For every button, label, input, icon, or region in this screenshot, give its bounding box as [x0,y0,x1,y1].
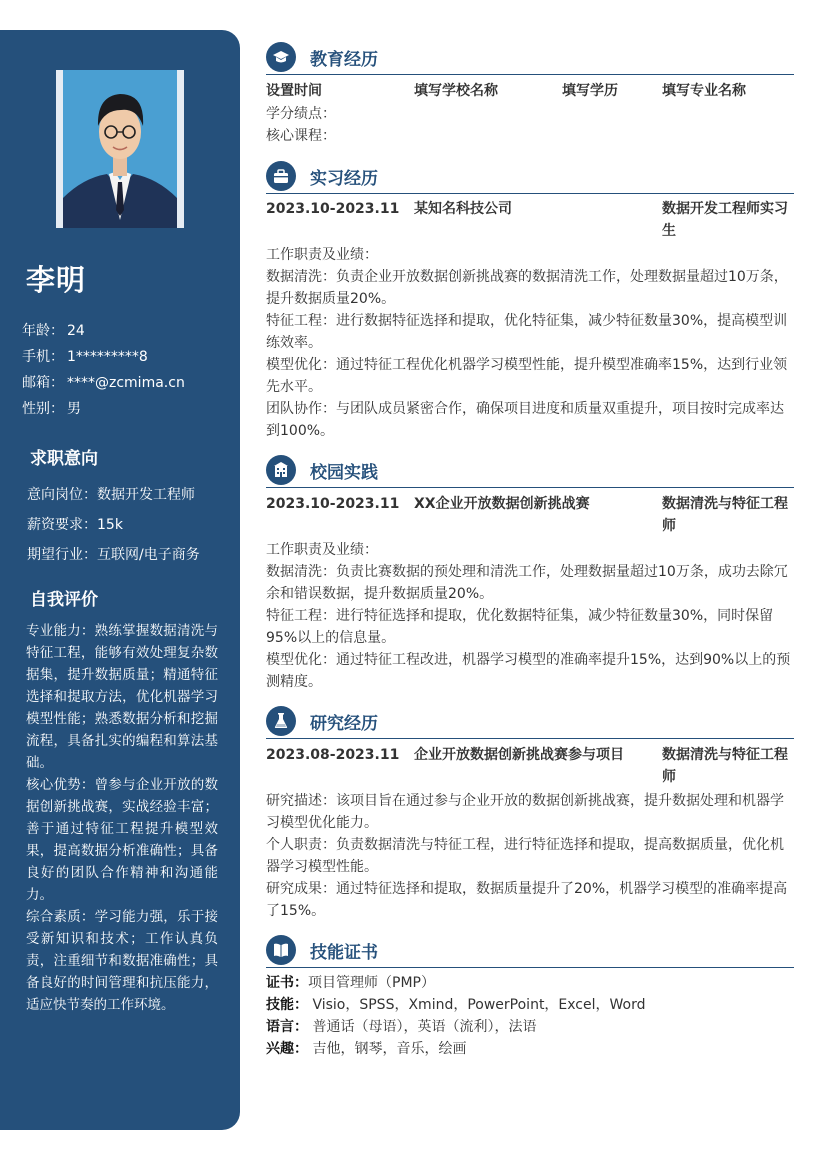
education-section-header [266,42,794,75]
campus-line: 模型优化：通过特征工程改进，机器学习模型的准确率提升15%，达到90%以上的预测精度。 [266,652,791,690]
intent-value: 数据开发工程师 [97,487,195,503]
skill-label: 语言： [266,1019,308,1035]
intent-label: 期望行业： [27,547,97,563]
self-eval-paragraph: 核心优势：曾参与企业开放的数据创新挑战赛，实战经验丰富；善于通过特征工程提升模型效果，提高数据分析准确性；具备良好的团队合作精神和沟通能力。 [26,777,218,903]
research-role: 数据清洗与特征工程师 [662,747,788,785]
skill-label: 技能： [266,997,308,1013]
education-time: 设置时间 [266,83,322,99]
intent-position [27,480,200,510]
internship-time: 2023.10-2023.11 [266,201,400,217]
internship-row [266,198,794,242]
research-time: 2023.08-2023.11 [266,747,400,763]
skill-value: 吉他，钢琴，音乐，绘画 [308,1041,467,1057]
research-line: 个人职责：负责数据清洗与特征工程，进行特征选择和提取，提高数据质量，优化机器学习模型性能。 [266,837,784,875]
campus-row [266,493,794,537]
education-details [266,103,794,147]
campus-organization: XX企业开放数据创新挑战赛 [414,496,590,512]
research-line: 研究成果：通过特征选择和提取，数据质量提升了20%，机器学习模型的准确率提高了15%。 [266,881,788,919]
portrait-image [63,70,177,228]
info-value: 1*********8 [67,349,148,365]
info-gender [22,396,185,422]
info-value: 24 [67,323,85,339]
research-row [266,744,794,788]
intent-label: 意向岗位： [27,487,97,503]
intent-heading: 求职意向 [30,449,98,469]
education-degree: 填写学历 [562,83,618,99]
research-details [266,790,794,922]
skills-details [266,972,794,1060]
education-title: 教育经历 [310,50,378,70]
profile-photo [56,70,184,228]
info-label: 性别： [22,401,64,417]
campus-line: 数据清洗：负责比赛数据的预处理和清洗工作，处理数据量超过10万条，成功去除冗余和错误数据，提升数据质量20%。 [266,564,788,602]
campus-role: 数据清洗与特征工程师 [662,496,788,534]
info-label: 年龄： [22,323,64,339]
sidebar [0,30,240,1130]
skill-row-hobbies [266,1038,794,1060]
courses-label: 核心课程： [266,128,336,144]
intent-salary [27,510,200,540]
intent-value: 15k [97,517,123,533]
gpa-label: 学分绩点： [266,106,336,122]
skill-value: 项目管理师（PMP） [308,975,435,991]
campus-line: 特征工程：进行特征选择和提取，优化数据特征集，减少特征数量30%，同时保留95%以上的信息量。 [266,608,774,646]
self-eval-paragraph: 综合素质：学习能力强，乐于接受新知识和技术；工作认真负责，注重细节和数据准确性；具备良好的时间管理和抗压能力，适应快节奏的工作环境。 [26,909,218,1013]
campus-time: 2023.10-2023.11 [266,496,400,512]
skill-row-language [266,1016,794,1038]
info-value: ****@zcmima.cn [67,375,185,391]
contact-info [22,318,185,422]
internship-line: 工作职责及业绩： [266,247,378,263]
research-line: 研究描述：该项目旨在通过参与企业开放的数据创新挑战赛，提升数据处理和机器学习模型优化能力。 [266,793,784,831]
education-row [266,80,794,102]
info-age [22,318,185,344]
building-icon [266,455,296,485]
campus-title: 校园实践 [310,463,378,483]
internship-details [266,244,794,442]
research-title: 研究经历 [310,714,378,734]
internship-company: 某知名科技公司 [414,201,512,217]
skill-row-certificate [266,972,794,994]
education-school: 填写学校名称 [414,83,498,99]
briefcase-icon [266,161,296,191]
internship-line: 模型优化：通过特征工程优化机器学习模型性能，提升模型准确率15%，达到行业领先水平。 [266,357,788,395]
person-name: 李明 [26,263,87,297]
internship-title: 实习经历 [310,169,378,189]
intent-industry [27,540,200,570]
internship-line: 团队协作：与团队成员紧密合作，确保项目进度和质量双重提升，项目按时完成率达到100%。 [266,401,784,439]
campus-line: 工作职责及业绩： [266,542,378,558]
internship-line: 特征工程：进行数据特征选择和提取，优化特征集，减少特征数量30%，提高模型训练效率。 [266,313,788,351]
info-value: 男 [67,401,81,417]
skill-label: 证书： [266,975,308,991]
info-email [22,370,185,396]
flask-icon [266,706,296,736]
skill-value: 普通话（母语），英语（流利），法语 [308,1019,537,1035]
skill-value: Visio，SPSS，Xmind，PowerPoint，Excel，Word [308,997,646,1013]
intent-value: 互联网/电子商务 [97,547,200,563]
internship-role: 数据开发工程师实习生 [662,201,788,239]
graduation-cap-icon [266,42,296,72]
self-eval-text [26,620,218,1016]
self-eval-heading: 自我评价 [30,590,98,610]
info-label: 邮箱： [22,375,64,391]
intent-label: 薪资要求： [27,517,97,533]
info-phone [22,344,185,370]
research-section-header [266,706,794,739]
self-eval-paragraph: 专业能力：熟练掌握数据清洗与特征工程，能够有效处理复杂数据集，提升数据质量；精通特征选择和提取方法，优化机器学习模型性能；熟悉数据分析和挖掘流程，具备扎实的编程和算法基础。 [26,623,218,771]
info-label: 手机： [22,349,64,365]
skills-section-header [266,935,794,968]
skills-title: 技能证书 [310,943,378,963]
skill-label: 兴趣： [266,1041,308,1057]
internship-line: 数据清洗：负责企业开放数据创新挑战赛的数据清洗工作，处理数据量超过10万条，提升数据质量20%。 [266,269,788,307]
education-major: 填写专业名称 [662,83,746,99]
research-project: 企业开放数据创新挑战赛参与项目 [414,747,624,763]
campus-details [266,539,794,693]
internship-section-header [266,161,794,194]
book-icon [266,935,296,965]
skill-row-skills [266,994,794,1016]
intent-list [27,480,200,570]
campus-section-header [266,455,794,488]
